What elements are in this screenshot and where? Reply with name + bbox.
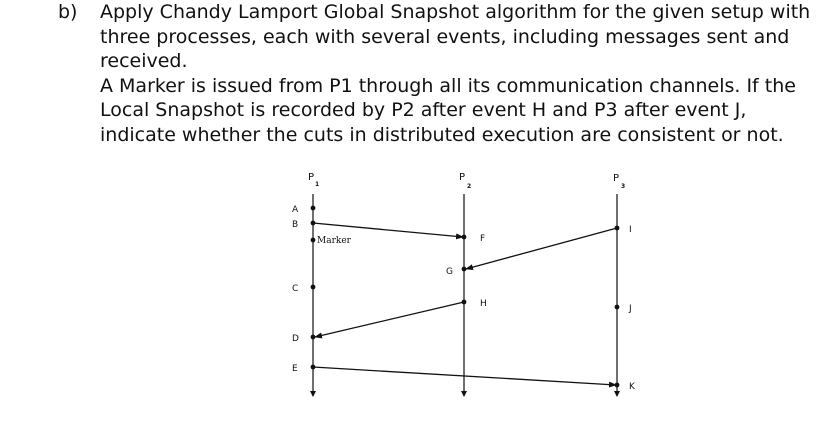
question-paragraph-2: A Marker is issued from P1 through all its communication channels. If the Local Snapshot is recorded by P2 after event H and P3 after event J, indicate whether the cuts in distributed execution are consistent or not.	[100, 74, 796, 146]
question-label: b)	[58, 1, 78, 23]
event-dot-h	[462, 300, 467, 305]
process-label-p2	[459, 172, 471, 190]
event-dot-e	[311, 365, 316, 370]
event-dot-d	[311, 335, 316, 340]
event-label-i: I	[629, 225, 632, 235]
event-dot-f	[462, 235, 467, 240]
svg-text:1: 1	[315, 181, 320, 188]
event-label-e: E	[292, 364, 298, 374]
event-dot-j	[615, 305, 620, 310]
marker-label: Marker	[317, 236, 351, 246]
svg-text:P: P	[613, 173, 620, 184]
svg-text:P: P	[459, 172, 466, 183]
message-b-to-f	[313, 223, 463, 237]
event-label-j: J	[629, 304, 632, 314]
svg-text:P: P	[308, 172, 315, 183]
event-dot-g	[462, 267, 467, 272]
process-label-p3	[613, 173, 625, 190]
event-dot-c	[311, 285, 316, 290]
event-dot-marker	[311, 238, 316, 243]
event-label-g: G	[446, 267, 453, 277]
event-dot-i	[615, 226, 620, 231]
event-dot-a	[311, 206, 316, 211]
message-h-to-d	[315, 302, 464, 337]
event-dot-b	[311, 221, 316, 226]
svg-text:2: 2	[467, 183, 472, 190]
message-i-to-g	[466, 228, 617, 269]
event-label-a: A	[292, 205, 299, 215]
event-label-k: K	[629, 382, 635, 392]
event-label-f: F	[480, 234, 486, 244]
event-label-h: H	[480, 299, 487, 309]
svg-text:3: 3	[621, 183, 626, 190]
event-label-b: B	[292, 220, 299, 230]
process-label-p1	[308, 172, 319, 188]
event-label-c: C	[292, 284, 299, 294]
event-label-d: D	[292, 334, 299, 344]
question-paragraph-1: Apply Chandy Lamport Global Snapshot algorithm for the given setup with three processes, each with several events, including messages sent and received.	[100, 1, 811, 72]
event-dot-k	[615, 383, 620, 388]
